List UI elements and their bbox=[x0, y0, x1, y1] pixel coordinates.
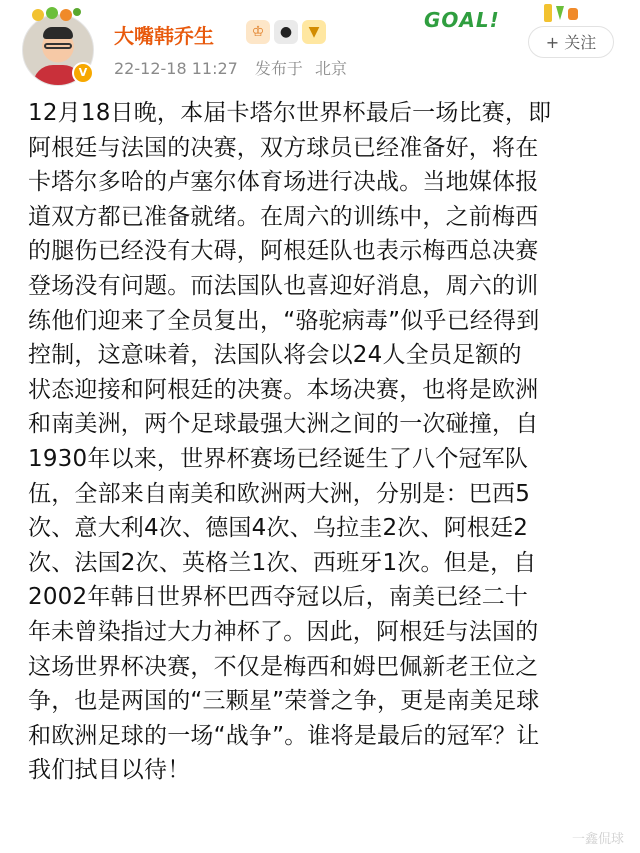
content-line: 我们拭目以待！ bbox=[28, 757, 191, 784]
verified-badge-icon: V bbox=[72, 62, 94, 84]
panda-badge-icon[interactable]: ● bbox=[274, 20, 298, 44]
post-content bbox=[28, 96, 616, 788]
content-line: 道双方都已准备就绪。在周六的训练中，之前梅西 bbox=[28, 203, 539, 230]
author-name[interactable]: 大嘴韩乔生 bbox=[114, 24, 214, 48]
content-line: 状态迎接和阿根廷的决赛。本场决赛，也将是欧洲 bbox=[28, 376, 539, 403]
content-line: 12月18日晚，本届卡塔尔世界杯最后一场比赛，即 bbox=[28, 100, 552, 126]
content-line: 争，也是两国的“三颗星”荣誉之争，更是南美足球 bbox=[28, 688, 540, 715]
post-timestamp: 22-12-18 11:27 bbox=[114, 59, 238, 78]
trophy-sticker-icon bbox=[530, 2, 590, 24]
content-line: 阿根廷与法国的决赛，双方球员已经准备好，将在 bbox=[28, 134, 539, 161]
post-meta bbox=[114, 56, 359, 79]
content-line: 的腿伤已经没有大碍，阿根廷队也表示梅西总决赛 bbox=[28, 238, 539, 265]
location-prefix: 发布于 bbox=[254, 59, 303, 78]
content-line: 控制，这意味着，法国队将会以24人全员足额的 bbox=[28, 342, 522, 369]
content-line: 这场世界杯决赛，不仅是梅西和姆巴佩新老王位之 bbox=[28, 653, 539, 680]
user-badges bbox=[246, 20, 326, 44]
content-line: 伍，全部来自南美和欧洲两大洲，分别是：巴西5 bbox=[28, 480, 531, 507]
content-line: 年未曾染指过大力神杯了。因此，阿根廷与法国的 bbox=[28, 618, 539, 645]
avatar-hair bbox=[43, 27, 73, 39]
watermark: 一鑫侃球 bbox=[571, 832, 624, 847]
content-line: 次、法国2次、英格兰1次、西班牙1次。但是，自 bbox=[28, 549, 537, 576]
content-line: 2002年韩日世界杯巴西夺冠以后，南美已经二十 bbox=[28, 584, 529, 611]
post-location: 北京 bbox=[314, 59, 347, 78]
content-line: 练他们迎来了全员复出，“骆驼病毒”似乎已经得到 bbox=[28, 307, 540, 334]
crown-badge-icon[interactable]: ♔ bbox=[246, 20, 270, 44]
avatar-glasses bbox=[44, 43, 72, 49]
avatar-frame-icon bbox=[30, 6, 82, 26]
content-line: 和欧洲足球的一场“战争”。谁将是最后的冠军？让 bbox=[28, 722, 540, 749]
content-line: 和南美洲，两个足球最强大洲之间的一次碰撞，自 bbox=[28, 411, 539, 438]
follow-button[interactable]: + 关注 bbox=[528, 26, 614, 58]
goal-sticker: GOAL! bbox=[424, 8, 500, 32]
content-line: 卡塔尔多哈的卢塞尔体育场进行决战。当地媒体报 bbox=[28, 169, 539, 196]
content-line: 1930年以来，世界杯赛场已经诞生了八个冠军队 bbox=[28, 445, 529, 472]
avatar[interactable] bbox=[22, 14, 94, 86]
content-line: 次、意大利4次、德国4次、乌拉圭2次、阿根廷2 bbox=[28, 515, 529, 542]
post-header bbox=[0, 0, 640, 92]
jersey-badge-icon[interactable]: ▼ bbox=[302, 20, 326, 44]
content-line: 登场没有问题。而法国队也喜迎好消息，周六的训 bbox=[28, 272, 539, 299]
